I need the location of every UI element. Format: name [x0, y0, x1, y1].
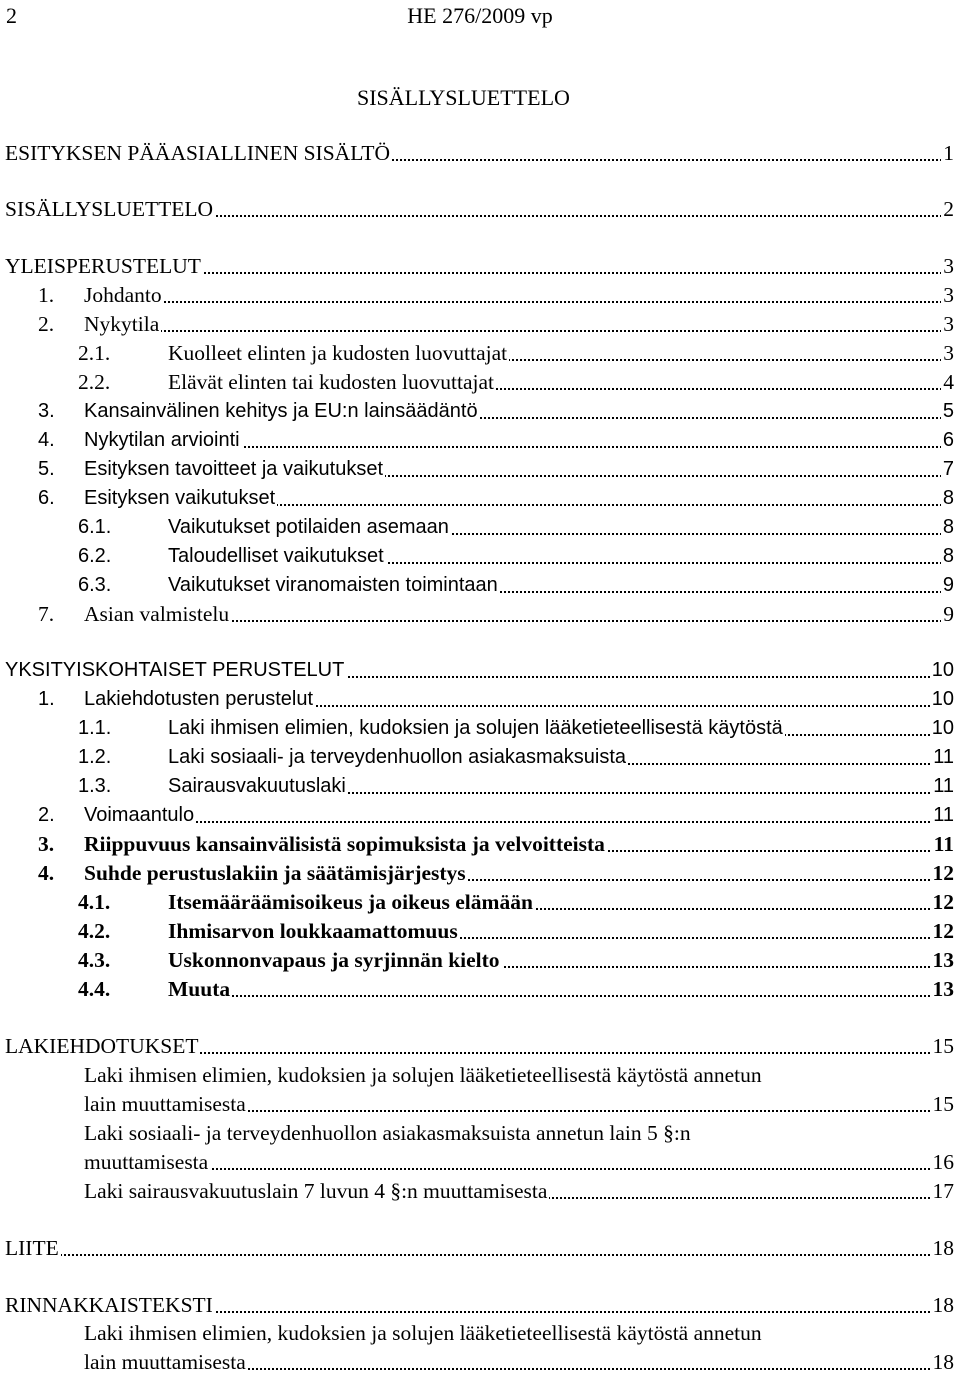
- toc-entry-label: Voimaantulo: [84, 804, 195, 826]
- toc-entry-label: Ihmisarvon loukkaamattomuus: [168, 919, 458, 943]
- toc-entry[interactable]: [168, 514, 954, 542]
- toc-entry-page-number: 16: [932, 1150, 954, 1174]
- toc-entry-number: 4.2.: [78, 919, 111, 943]
- toc-entry-label: Taloudelliset vaikutukset: [168, 545, 384, 567]
- toc-entry-number: 2.1.: [78, 341, 111, 365]
- toc-entry-page-number: 12: [932, 919, 954, 943]
- toc-entry-number: 4.: [38, 861, 55, 885]
- toc-entry[interactable]: [84, 456, 954, 484]
- toc-entry-number: 1.: [38, 283, 55, 307]
- toc-entry-label: lain muuttamisesta: [84, 1350, 246, 1374]
- toc-entry-label: Suhde perustuslakiin ja säätämisjärjestys: [84, 861, 466, 885]
- toc-entry-page-number: 13: [932, 977, 954, 1001]
- toc-entry[interactable]: [5, 196, 954, 224]
- toc-entry-title-line: Laki ihmisen elimien, kudoksien ja solujen lääketieteellisestä käytöstä annetun: [84, 1063, 762, 1087]
- toc-entry[interactable]: [84, 1178, 954, 1206]
- toc-entry[interactable]: [84, 282, 954, 310]
- toc-entry-page-number: 12: [932, 861, 954, 885]
- toc-entry-label: Johdanto: [84, 283, 162, 307]
- toc-entry-label: Nykytila: [84, 312, 160, 336]
- toc-entry[interactable]: [168, 773, 954, 801]
- toc-entry-page-number: 9: [943, 602, 954, 626]
- toc-entry-page-number: 8: [942, 487, 954, 509]
- toc-entry[interactable]: [5, 253, 954, 281]
- toc-entry-title-line: Laki ihmisen elimien, kudoksien ja solujen lääketieteellisestä käytöstä annetun: [84, 1321, 762, 1345]
- toc-entry-page-number: 7: [942, 458, 954, 480]
- toc-entry[interactable]: [84, 802, 954, 830]
- dot-leader: [84, 1168, 954, 1170]
- toc-entry-number: 5.: [38, 458, 55, 480]
- toc-entry[interactable]: [84, 311, 954, 339]
- toc-entry[interactable]: [168, 744, 954, 772]
- document-id: HE 276/2009 vp: [407, 3, 553, 28]
- toc-entry-page-number: 10: [931, 717, 954, 739]
- toc-entry-label: Muuta: [168, 977, 231, 1001]
- toc-entry-page-number: 11: [933, 832, 954, 856]
- toc-entry[interactable]: [168, 572, 954, 600]
- toc-entry-label: ESITYKSEN PÄÄASIALLINEN SISÄLTÖ: [5, 141, 391, 165]
- toc-entry-number: 6.2.: [78, 545, 112, 567]
- toc-entry-label: Nykytilan arviointi: [84, 429, 240, 451]
- toc-entry-page-number: 10: [931, 659, 954, 681]
- toc-entry-page-number: 8: [942, 545, 954, 567]
- dot-leader: [168, 995, 954, 997]
- toc-entry-label: Laki sairausvakuutuslain 7 luvun 4 §:n muuttamisesta: [84, 1179, 548, 1203]
- toc-entry-number: 3.: [38, 400, 55, 422]
- toc-entry-label: RINNAKKAISTEKSTI: [5, 1293, 213, 1317]
- toc-entry-label: Riippuvuus kansainvälisistä sopimuksista ja velvoitteista: [84, 832, 605, 856]
- dot-leader: [84, 821, 954, 823]
- toc-entry[interactable]: [168, 976, 954, 1004]
- page-number: 2: [6, 3, 17, 28]
- toc-entry-page-number: 1: [943, 141, 954, 165]
- toc-entry-label: YLEISPERUSTELUT: [5, 254, 201, 278]
- toc-entry-label: Kuolleet elinten ja kudosten luovuttajat: [168, 341, 508, 365]
- toc-entry[interactable]: [5, 1033, 954, 1061]
- toc-entry-number: 1.1.: [78, 717, 112, 739]
- toc-entry[interactable]: [5, 1292, 954, 1320]
- toc-entry-page-number: 5: [942, 400, 954, 422]
- toc-entry-number: 4.1.: [78, 890, 111, 914]
- toc-entry-label: Asian valmistelu: [84, 602, 230, 626]
- toc-entry-page-number: 2: [943, 197, 954, 221]
- toc-entry-page-number: 18: [932, 1236, 954, 1260]
- toc-entry-page-number: 15: [932, 1092, 954, 1116]
- toc-entry-label: SISÄLLYSLUETTELO: [5, 197, 214, 221]
- toc-entry[interactable]: [168, 947, 954, 975]
- toc-entry[interactable]: [84, 831, 954, 859]
- toc-entry-label: Lakiehdotusten perustelut: [84, 688, 314, 710]
- toc-entry-label: lain muuttamisesta: [84, 1092, 246, 1116]
- toc-entry-page-number: 3: [943, 341, 954, 365]
- toc-entry-page-number: 17: [932, 1179, 954, 1203]
- toc-entry[interactable]: [168, 715, 954, 743]
- toc-entry-page-number: 15: [932, 1034, 954, 1058]
- toc-entry[interactable]: [84, 686, 954, 714]
- toc-entry-number: 1.2.: [78, 746, 112, 768]
- toc-entry-number: 4.: [38, 429, 55, 451]
- toc-entry[interactable]: [5, 1235, 954, 1263]
- toc-entry-label: Sairausvakuutuslaki: [168, 775, 346, 797]
- toc-entry[interactable]: [5, 140, 954, 168]
- toc-entry-page-number: 6: [942, 429, 954, 451]
- toc-entry-page-number: 13: [932, 948, 954, 972]
- toc-entry[interactable]: [84, 1349, 954, 1377]
- toc-entry-number: 6.3.: [78, 574, 112, 596]
- toc-entry-label: Itsemääräämisoikeus ja oikeus elämään: [168, 890, 533, 914]
- toc-entry[interactable]: [84, 860, 954, 888]
- toc-entry[interactable]: [84, 1149, 954, 1177]
- toc-entry-page-number: 4: [943, 370, 954, 394]
- toc-entry[interactable]: [168, 340, 954, 368]
- toc-entry-number: 2.: [38, 804, 55, 826]
- toc-entry-label: Uskonnonvapaus ja syrjinnän kielto: [168, 948, 500, 972]
- toc-entry-page-number: 11: [933, 746, 954, 768]
- toc-entry-label: Esityksen tavoitteet ja vaikutukset: [84, 458, 384, 480]
- dot-leader: [5, 1254, 954, 1256]
- toc-entry-label: Vaikutukset viranomaisten toimintaan: [168, 574, 498, 596]
- toc-title: SISÄLLYSLUETTELO: [357, 85, 570, 110]
- toc-entry-label: YKSITYISKOHTAISET PERUSTELUT: [5, 659, 345, 681]
- toc-entry-label: Elävät elinten tai kudosten luovuttajat: [168, 370, 494, 394]
- toc-entry-page-number: 3: [943, 312, 954, 336]
- toc-entry[interactable]: [84, 1091, 954, 1119]
- toc-entry-label: Laki ihmisen elimien, kudoksien ja solujen lääketieteellisestä käytöstä: [168, 717, 783, 739]
- toc-entry-label: LAKIEHDOTUKSET: [5, 1034, 199, 1058]
- toc-entry-label: Kansainvälinen kehitys ja EU:n lainsäädäntö: [84, 400, 478, 422]
- toc-entry-page-number: 10: [931, 688, 954, 710]
- toc-entry[interactable]: [168, 543, 954, 571]
- toc-entry[interactable]: [84, 485, 954, 513]
- toc-entry-page-number: 9: [942, 574, 954, 596]
- toc-entry[interactable]: [84, 427, 954, 455]
- toc-entry-page-number: 8: [942, 516, 954, 538]
- toc-entry-label: Laki sosiaali- ja terveydenhuollon asiakasmaksuista: [168, 746, 627, 768]
- page-header: [0, 0, 960, 30]
- toc-entry-number: 4.3.: [78, 948, 111, 972]
- toc-entry-page-number: 18: [932, 1293, 954, 1317]
- toc-entry-title-line: Laki sosiaali- ja terveydenhuollon asiakasmaksuista annetun lain 5 §:n: [84, 1121, 691, 1145]
- toc-entry[interactable]: [168, 918, 954, 946]
- toc-entry-number: 2.: [38, 312, 55, 336]
- dot-leader: [84, 301, 954, 303]
- toc-entry-label: muuttamisesta: [84, 1150, 209, 1174]
- toc-entry-number: 1.3.: [78, 775, 112, 797]
- toc-entry-number: 1.: [38, 688, 55, 710]
- toc-entry-page-number: 3: [943, 283, 954, 307]
- toc-entry-page-number: 11: [933, 804, 954, 826]
- toc-entry-number: 2.2.: [78, 370, 111, 394]
- toc-entry-label: Esityksen vaikutukset: [84, 487, 276, 509]
- toc-entry-label: LIITE: [5, 1236, 59, 1260]
- toc-entry[interactable]: [5, 657, 954, 685]
- toc-entry-number: 7.: [38, 602, 55, 626]
- toc-entry-number: 6.1.: [78, 516, 112, 538]
- toc-entry-label: Vaikutukset potilaiden asemaan: [168, 516, 449, 538]
- toc-entry[interactable]: [84, 398, 954, 426]
- toc-entry-page-number: 11: [933, 775, 954, 797]
- toc-entry-page-number: 12: [932, 890, 954, 914]
- toc-entry-page-number: 18: [932, 1350, 954, 1374]
- toc-entry[interactable]: [84, 601, 954, 629]
- toc-entry-number: 3.: [38, 832, 55, 856]
- toc-entry-number: 6.: [38, 487, 55, 509]
- toc-entry-number: 4.4.: [78, 977, 111, 1001]
- toc-entry[interactable]: [168, 369, 954, 397]
- dot-leader: [84, 330, 954, 332]
- toc-entry-page-number: 3: [943, 254, 954, 278]
- toc-entry[interactable]: [168, 889, 954, 917]
